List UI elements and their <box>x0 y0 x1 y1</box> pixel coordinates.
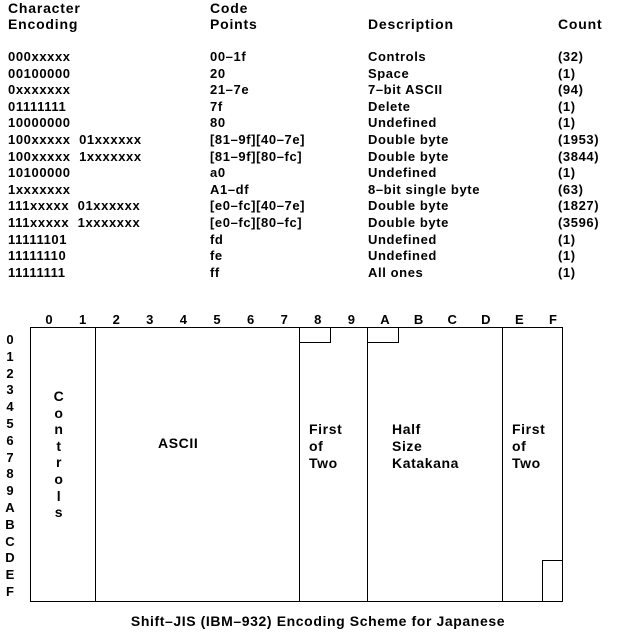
cell-fd-ff-box <box>542 560 563 602</box>
header-count: Count <box>558 16 603 32</box>
cell-count: (1) <box>558 231 576 247</box>
cell-description: Undefined <box>368 248 437 264</box>
cell-code-points: fe <box>210 248 223 264</box>
cell-encoding: 00100000 <box>8 65 71 81</box>
first-of-two-label-2-line1: First <box>512 421 546 437</box>
row-label: 8 <box>6 466 14 482</box>
cell-code-points: fd <box>210 231 224 247</box>
divider-controls-ascii <box>95 327 96 602</box>
column-label: D <box>481 312 491 327</box>
cell-description: Delete <box>368 98 411 114</box>
cell-a0-box <box>367 327 399 343</box>
cell-encoding: 11111101 <box>8 231 68 247</box>
row-label: D <box>5 550 15 566</box>
half-size-katakana-line2: Size <box>392 438 423 454</box>
first-of-two-label-1-line2: of <box>309 438 324 454</box>
cell-count: (94) <box>558 82 584 98</box>
cell-count: (1953) <box>558 132 600 147</box>
column-label: 1 <box>78 312 87 327</box>
divider-first-katakana <box>367 327 368 602</box>
controls-letter: r <box>55 454 63 471</box>
column-label: 9 <box>347 312 355 327</box>
divider-katakana-first <box>502 327 503 602</box>
cell-encoding: 11111111 <box>8 264 66 280</box>
row-label: 2 <box>6 365 14 381</box>
cell-code-points: [81–9f][40–7e] <box>210 132 306 147</box>
controls-letter: o <box>54 471 64 487</box>
controls-letter: C <box>53 388 65 404</box>
cell-encoding: 1xxxxxxx <box>8 181 71 197</box>
controls-letter: t <box>56 437 62 454</box>
cell-description: Double byte <box>368 148 449 164</box>
cell-count: (3844) <box>558 148 600 164</box>
column-label: 2 <box>112 312 120 327</box>
cell-description: Space <box>368 65 410 81</box>
cell-count: (1) <box>558 165 576 181</box>
grid-frame <box>30 327 563 602</box>
cell-code-points: 80 <box>210 115 226 131</box>
cell-code-points: A1–df <box>210 181 250 197</box>
diagram-caption: Shift–JIS (IBM–932) Encoding Scheme for Japanese <box>130 613 506 629</box>
header-description: Description <box>368 16 454 32</box>
controls-letter: o <box>54 404 64 421</box>
ascii-label: ASCII <box>158 435 199 451</box>
row-label: 3 <box>6 382 14 398</box>
column-label: 7 <box>280 312 288 327</box>
cell-code-points: [e0–fc][80–fc] <box>210 215 303 230</box>
cell-description: Undefined <box>368 231 437 247</box>
first-of-two-label-1-line1: First <box>309 421 343 437</box>
cell-encoding: 11111110 <box>8 248 67 264</box>
cell-count: (3596) <box>558 215 600 230</box>
cell-count: (1) <box>558 98 576 114</box>
row-label: 7 <box>6 449 14 465</box>
cell-description: Double byte <box>368 198 449 214</box>
header-code-points-line2: Points <box>210 16 258 32</box>
header-encoding-line2: Encoding <box>8 16 79 32</box>
column-label: B <box>413 312 424 327</box>
column-label: 0 <box>45 312 53 327</box>
controls-letter: s <box>54 504 64 521</box>
column-label: E <box>515 312 524 327</box>
cell-description: Controls <box>368 49 427 64</box>
cell-80-box <box>299 327 331 343</box>
column-label: A <box>380 312 390 327</box>
cell-code-points: 00–1f <box>210 49 247 64</box>
row-label: 0 <box>6 332 14 347</box>
cell-encoding: 01111111 <box>8 98 67 114</box>
row-label: F <box>6 584 14 599</box>
row-label: 9 <box>6 483 14 499</box>
column-label: 5 <box>213 312 221 327</box>
cell-description: All ones <box>368 264 424 280</box>
first-of-two-label-2-line2: of <box>512 438 527 454</box>
divider-ascii-first <box>299 327 300 602</box>
row-label: B <box>5 516 15 532</box>
cell-count: (63) <box>558 181 584 197</box>
row-label: 4 <box>6 399 14 415</box>
header-code-points-line1: Code <box>210 0 249 16</box>
header-encoding-line1: Character <box>8 0 81 16</box>
row-label: 5 <box>6 416 14 431</box>
cell-code-points: 21–7e <box>210 82 250 98</box>
cell-code-points: 7f <box>210 98 223 114</box>
row-label: 6 <box>6 432 14 448</box>
cell-encoding: 0xxxxxxx <box>8 82 71 98</box>
column-label: 8 <box>314 312 322 327</box>
cell-code-points: 20 <box>210 65 226 81</box>
column-label: 3 <box>146 312 154 327</box>
column-label: 6 <box>246 312 255 327</box>
cell-code-points: ff <box>210 264 220 280</box>
column-label: C <box>447 312 457 327</box>
cell-code-points: [81–9f][80–fc] <box>210 148 303 164</box>
cell-description: Double byte <box>368 132 449 147</box>
cell-description: 8–bit single byte <box>368 181 481 197</box>
column-label: F <box>549 312 557 327</box>
cell-encoding: 000xxxxx <box>8 49 71 64</box>
row-label: A <box>5 500 15 515</box>
cell-count: (1827) <box>558 198 600 214</box>
cell-code-points: a0 <box>210 165 226 181</box>
cell-code-points: [e0–fc][40–7e] <box>210 198 306 214</box>
cell-description: Double byte <box>368 215 449 230</box>
row-label: C <box>5 533 15 549</box>
cell-encoding: 100xxxxx 01xxxxxx <box>8 132 142 147</box>
half-size-katakana-line1: Half <box>392 421 421 437</box>
cell-encoding: 111xxxxx 1xxxxxxx <box>8 215 141 230</box>
cell-description: 7–bit ASCII <box>368 82 443 98</box>
cell-count: (32) <box>558 49 584 64</box>
row-label: 1 <box>6 348 14 364</box>
cell-count: (1) <box>558 115 576 131</box>
column-label: 4 <box>179 312 187 327</box>
row-label: E <box>5 567 15 583</box>
controls-letter: l <box>56 487 62 504</box>
cell-encoding: 10000000 <box>8 115 71 131</box>
cell-encoding: 111xxxxx 01xxxxxx <box>8 198 141 214</box>
cell-encoding: 10100000 <box>8 165 71 181</box>
cell-count: (1) <box>558 248 576 264</box>
first-of-two-label-1-line3: Two <box>309 455 338 471</box>
cell-encoding: 100xxxxx 1xxxxxxx <box>8 148 142 164</box>
controls-letter: n <box>54 421 64 438</box>
cell-description: Undefined <box>368 115 437 131</box>
first-of-two-label-2-line3: Two <box>512 455 541 471</box>
cell-count: (1) <box>558 264 576 280</box>
cell-count: (1) <box>558 65 576 81</box>
half-size-katakana-line3: Katakana <box>392 455 460 471</box>
cell-description: Undefined <box>368 165 437 181</box>
